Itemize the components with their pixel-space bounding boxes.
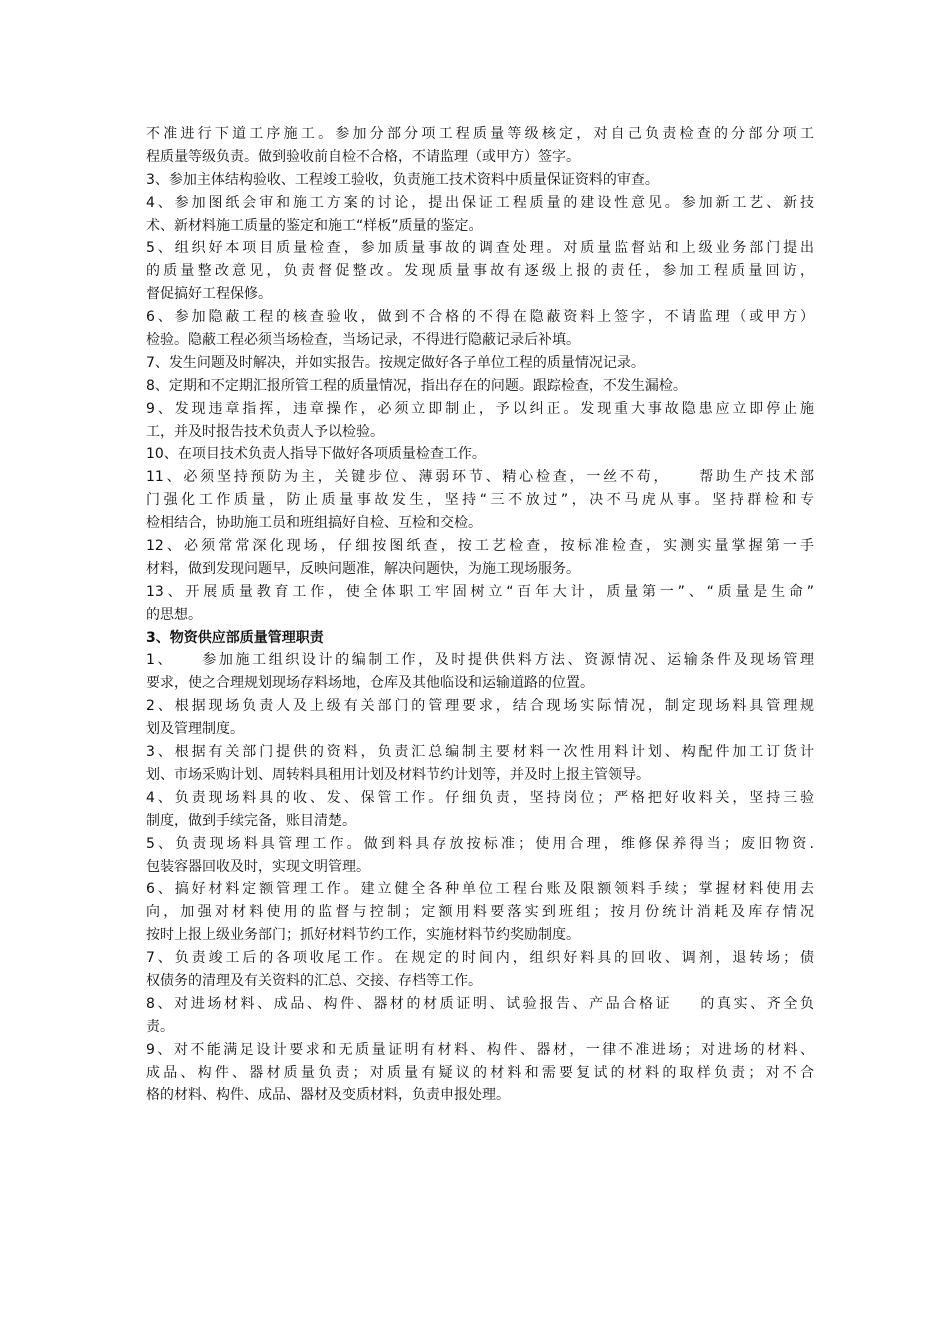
- text-line: 要求，使之合理规划现场存料场地，仓库及其他临设和运输道路的位置。: [146, 675, 594, 692]
- text-line: 的质量整改意见，负责督促整改。发现质量事故有逐级上报的责任，参加工程质量回访，: [146, 263, 814, 280]
- text-line: 向，加强对材料使用的监督与控制；定额用料要落实到班组；按月份统计消耗及库存情况: [146, 904, 814, 921]
- text-line: 9、对不能满足设计要求和无质量证明有材料、构件、器材，一律不准进场；对进场的材料、: [146, 1041, 814, 1058]
- text-line: 检相结合，协助施工员和班组搞好自检、互检和交检。: [146, 515, 482, 532]
- text-line: 5、负责现场料具管理工作。做到料具存放按标准；使用合理，维修保养得当；废旧物资.: [146, 835, 814, 852]
- text-line: 划、市场采购计划、周转料具租用计划及材料节约计划等，并及时上报主管领导。: [146, 766, 650, 783]
- text-line: 不准进行下道工序施工。参加分部分项工程质量等级核定，对自己负责检查的分部分项工: [146, 126, 814, 142]
- text-line: 成品、构件、器材质量负责；对质量有疑议的材料和需要复试的材料的取样负责；对不合: [146, 1064, 814, 1081]
- text-line: 包装容器回收及时，实现文明管理。: [146, 858, 370, 875]
- document-body: [146, 123, 814, 1107]
- text-line: 责。: [146, 1018, 174, 1035]
- text-line: 按时上报上级业务部门；抓好材料节约工作，实施材料节约奖励制度。: [146, 927, 580, 944]
- text-line: 制度，做到手续完备，账目清楚。: [146, 812, 356, 829]
- text-line: 5、组织好本项目质量检查，参加质量事故的调查处理。对质量监督站和上级业务部门提出: [146, 240, 814, 257]
- text-line: 工，并及时报告技术负责人予以检验。: [146, 423, 384, 440]
- text-line: 13、开展质量教育工作，使全体职工牢固树立“百年大计，质量第一”、“质量是生命”: [146, 583, 814, 600]
- section-heading: 3、物资供应部质量管理职责: [146, 629, 324, 646]
- text-line: 门强化工作质量，防止质量事故发生，坚持“三不放过”，决不马虎从事。坚持群检和专: [146, 492, 814, 509]
- text-line: 8、对进场材料、成品、构件、器材的材质证明、试验报告、产品合格证 的真实、齐全负: [146, 995, 814, 1012]
- text-line: 术、新材料施工质量的鉴定和施工“样板”质量的鉴定。: [146, 217, 483, 234]
- text-line: 7、发生问题及时解决，并如实报告。按规定做好各子单位工程的质量情况记录。: [146, 354, 645, 371]
- text-line: 8、定期和不定期汇报所管工程的质量情况，指出存在的问题。跟踪检查，不发生漏检。: [146, 377, 687, 394]
- text-line: 6、参加隐蔽工程的核查验收，做到不合格的不得在隐蔽资料上签字，不请监理（或甲方）: [146, 309, 814, 326]
- text-line: 程质量等级负责。做到验收前自检不合格，不请监理（或甲方）签字。: [146, 148, 580, 165]
- text-line: 格的材料、构件、成品、器材及变质材料，负责申报处理。: [146, 1087, 510, 1104]
- text-line: 督促搞好工程保修。: [146, 286, 272, 303]
- text-line: 3、根据有关部门提供的资料，负责汇总编制主要材料一次性用料计划、构配件加工订货计: [146, 744, 814, 761]
- text-line: 4、参加图纸会审和施工方案的讨论，提出保证工程质量的建设性意见。参加新工艺、新技: [146, 194, 814, 211]
- text-line: 材料，做到发现问题早，反映问题准，解决问题快，为施工现场服务。: [146, 560, 580, 577]
- text-line: 11、必须坚持预防为主，关键步位、薄弱环节、精心检查，一丝不苟， 帮助生产技术部: [146, 469, 814, 486]
- text-line: 12、必须常常深化现场，仔细按图纸查，按工艺检查，按标准检查，实测实量掌握第一手: [146, 538, 814, 555]
- text-line: 检验。隐蔽工程必须当场检查，当场记录，不得进行隐蔽记录后补填。: [146, 332, 580, 349]
- text-line: 6、搞好材料定额管理工作。建立健全各种单位工程台账及限额领料手续；掌握材料使用去: [146, 881, 814, 898]
- text-line: 4、负责现场料具的收、发、保管工作。仔细负责，坚持岗位；严格把好收料关，坚持三验: [146, 789, 814, 806]
- text-line: 划及管理制度。: [146, 721, 244, 738]
- text-line: 1、 参加施工组织设计的编制工作，及时提供供料方法、资源情况、运输条件及现场管理: [146, 652, 814, 669]
- text-line: 10、在项目技术负责人指导下做好各项质量检查工作。: [146, 446, 486, 463]
- text-line: 7、负责竣工后的各项收尾工作。在规定的时间内，组织好料具的回收、调剂，退转场；债: [146, 950, 814, 967]
- text-line: 9、发现违章指挥，违章操作，必须立即制止，予以纠正。发现重大事故隐患应立即停止施: [146, 400, 814, 417]
- text-line: 3、参加主体结构验收、工程竣工验收，负责施工技术资料中质量保证资料的审查。: [146, 171, 659, 188]
- text-line: 权债务的清理及有关资料的汇总、交接、存档等工作。: [146, 972, 482, 989]
- text-line: 的思想。: [146, 606, 202, 623]
- text-line: 2、根据现场负责人及上级有关部门的管理要求，结合现场实际情况，制定现场料具管理规: [146, 698, 814, 715]
